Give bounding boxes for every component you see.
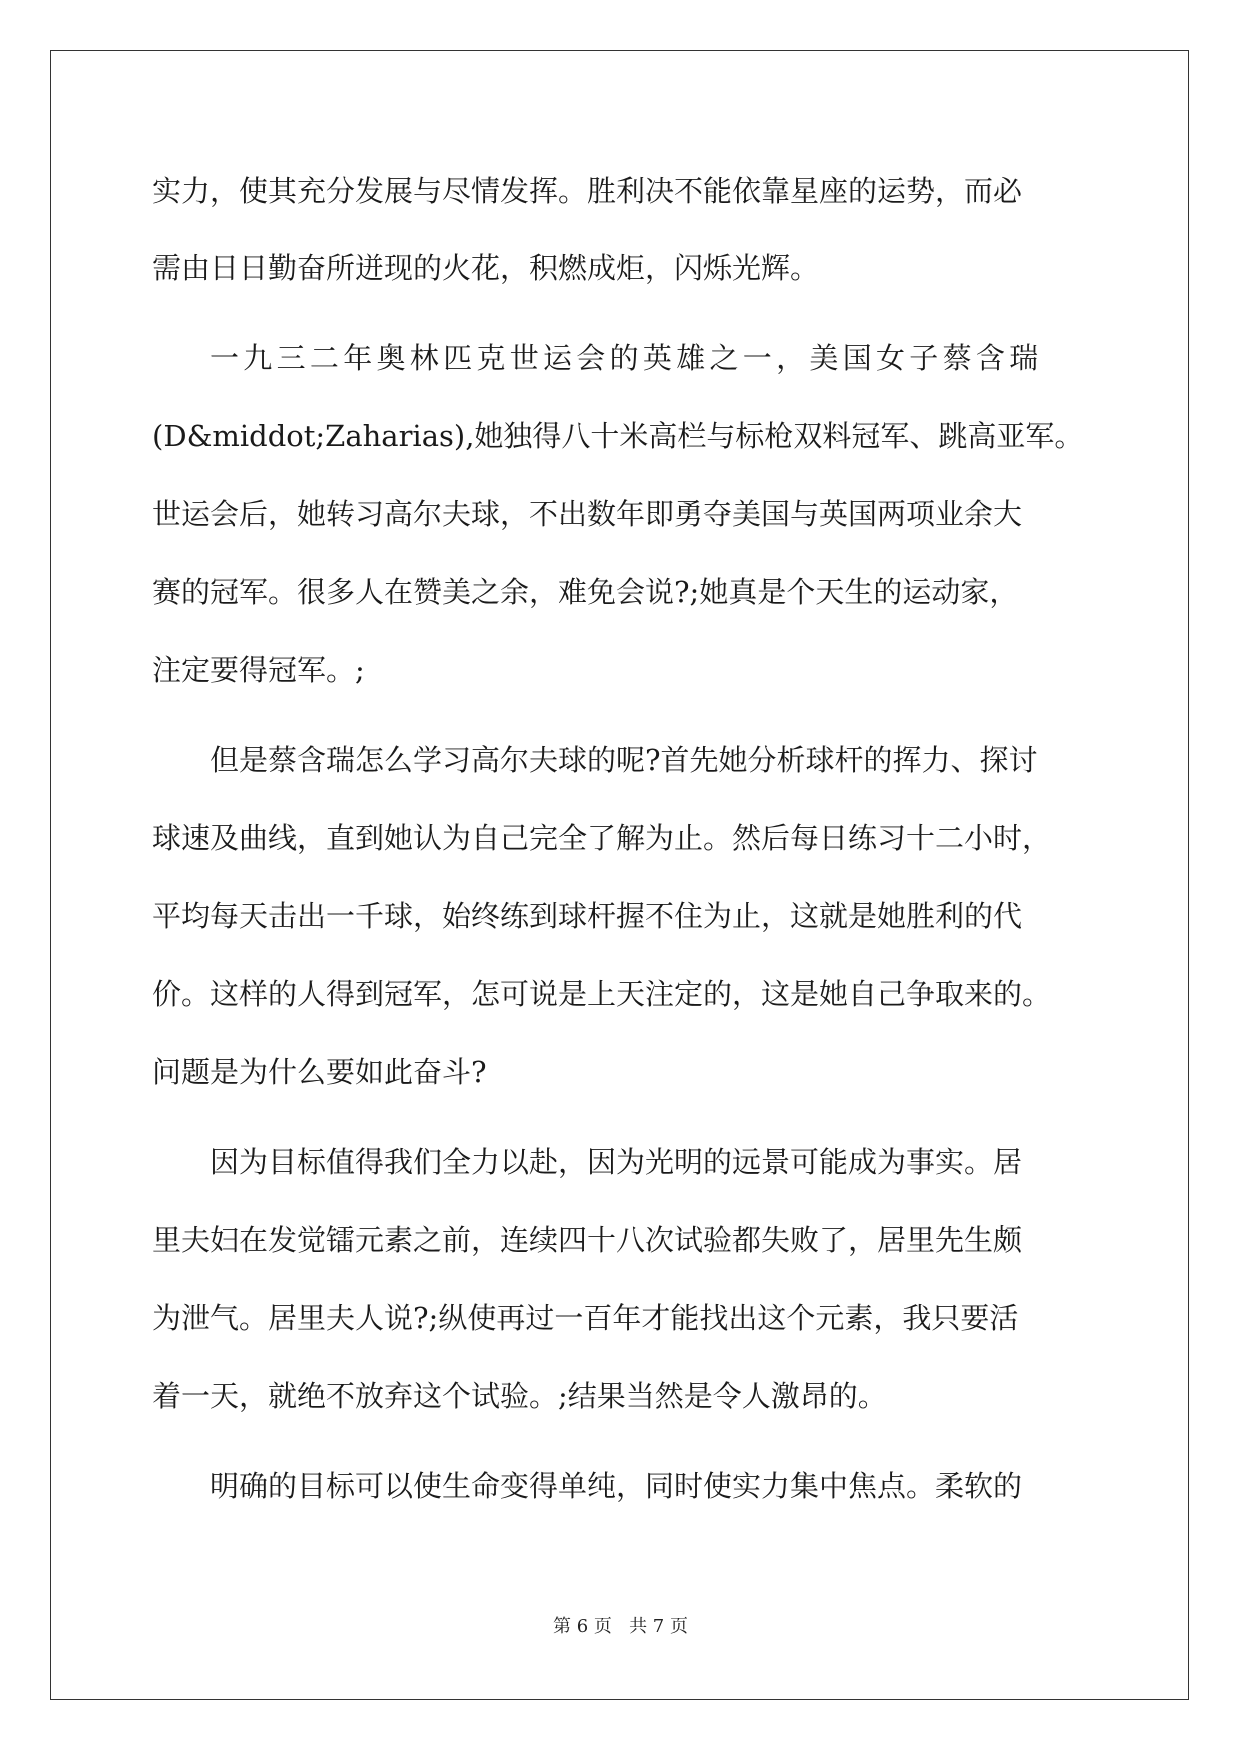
paragraph-start-line: 但是蔡含瑞怎么学习高尔夫球的呢?首先她分析球杆的挥力、探讨 (210, 743, 1038, 777)
text-line: 需由日日勤奋所迸现的火花，积燃成炬，闪烁光辉。 (152, 251, 820, 285)
page-border (50, 50, 1189, 1700)
text-line: 问题是为什么要如此奋斗? (152, 1055, 487, 1089)
paragraph-start-line: 明确的目标可以使生命变得单纯，同时使实力集中焦点。柔软的 (210, 1469, 1023, 1503)
text-line: 为泄气。居里夫人说?;纵使再过一百年才能找出这个元素，我只要活 (152, 1301, 1019, 1335)
page-number-footer: 第 6 页 共 7 页 (553, 1616, 688, 1637)
paragraph-start-line: 一九三二年奥林匹克世运会的英雄之一，美国女子蔡含瑞 (210, 341, 1043, 375)
text-line: 世运会后，她转习高尔夫球，不出数年即勇夺美国与英国两项业余大 (152, 497, 1023, 531)
text-line: 赛的冠军。很多人在赞美之余，难免会说?;她真是个天生的运动家， (152, 575, 1019, 609)
text-line: 实力，使其充分发展与尽情发挥。胜利决不能依靠星座的运势，而必 (152, 174, 1023, 208)
text-line: (D&middot;Zaharias),她独得八十米高栏与标枪双料冠军、跳高亚军。 (152, 419, 1084, 453)
text-line: 着一天，就绝不放弃这个试验。;结果当然是令人激昂的。 (152, 1379, 887, 1413)
text-line: 里夫妇在发觉镭元素之前，连续四十八次试验都失败了，居里先生颇 (152, 1223, 1023, 1257)
text-line: 注定要得冠军。; (152, 653, 365, 687)
text-line: 价。这样的人得到冠军，怎可说是上天注定的，这是她自己争取来的。 (152, 977, 1052, 1011)
text-line: 平均每天击出一千球，始终练到球杆握不住为止，这就是她胜利的代 (152, 899, 1023, 933)
text-line: 球速及曲线，直到她认为自己完全了解为止。然后每日练习十二小时， (152, 821, 1052, 855)
paragraph-start-line: 因为目标值得我们全力以赴，因为光明的远景可能成为事实。居 (210, 1145, 1023, 1179)
